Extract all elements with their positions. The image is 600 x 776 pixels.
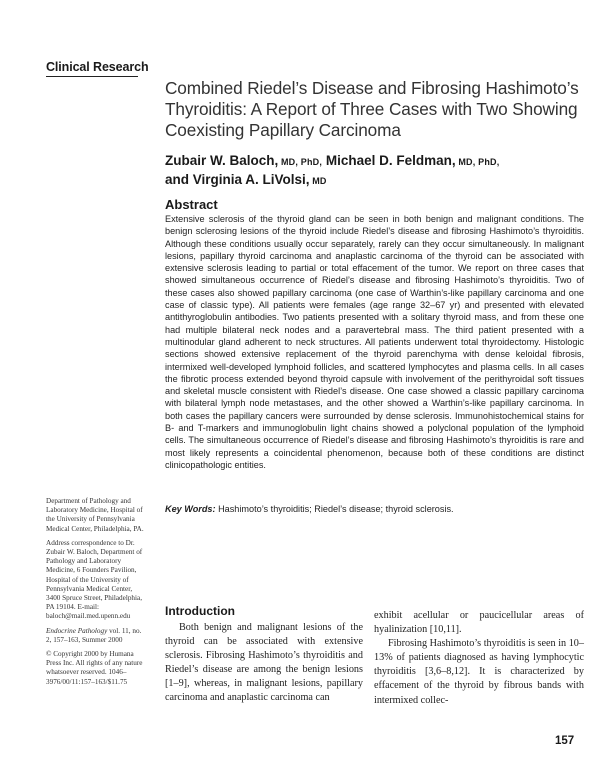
intro-column-1 bbox=[165, 621, 363, 706]
page-number: 157 bbox=[555, 735, 575, 747]
article-title: Combined Riedel’s Disease and Fibrosing Hashimoto’s Thyroiditis: A Report of Three Cases with Two Showing Coexisting Papillary Carcinoma bbox=[165, 78, 579, 140]
author-name: and Virginia A. LiVolsi, bbox=[165, 172, 310, 187]
abstract-text: Extensive sclerosis of the thyroid gland can be seen in both benign and malignant conditions. The benign sclerosing lesions of the thyroid include Riedel’s disease and fibrosing Hashimoto’s thyroiditis. Although these conditions usually occur separately, rarely can they occur simultaneously. In malignant lesions, papillary thyroid carcinoma and anaplastic carcinoma of the thyroid can be associated with extensive sclerosis leading to partial or total effacement of the tumor. We report on three cases that showed simultaneous occurrence of Riedel’s disease and fibrosing Hashimoto’s thyroiditis. Two of these cases also showed papillary carcinoma (one case of Warthin’s-like papillary carcinoma and one case of classic type). All patients were females (age range 32–67 yr) and presented with elevated antithyroglobulin antibodies. Two patients presented with a solitary thyroid mass, and from these one had multiple bilateral neck nodes and a paravertebral mass. The third patient presented with a multinodular gland adherent to neck structures. All patients underwent total thyroidectomy. Histologic sections showed extensive replacement of the thyroid parenchyma with dense keloidal fibrosis, intermixed well-developed lymphoid follicles, and scattered lymphocytes and plasma cells. In all cases the fibrotic process extended beyond thyroid capsule with involvement of the perithyroidal soft tissues and skeletal muscle consistent with Riedel’s disease. One case showed a classic papillary carcinoma with bilateral lymph node metastases, and the other showed a Warthin’s-like papillary carcinoma. In both cases the papillary cancers were surrounded by dense sclerosis. Immunohistochemical stains for B- and T-markers and immunoglobulin light chains showed a polyclonal population of the lymphoid cells. The simultaneous occurrence of Riedel’s disease and fibrosing Hashimoto’s thyroiditis is rare and most likely represents a coincidental phenomenon, because both of these conditions are distinct clinicopathologic entities. bbox=[165, 214, 584, 470]
abstract-heading: Abstract bbox=[165, 197, 218, 212]
author-list bbox=[165, 152, 585, 190]
keywords-label: Key Words: bbox=[165, 504, 216, 514]
copyright: © Copyright 2000 by Humana Press Inc. All rights of any nature whatsoever reserved. 1046–3976/00/11:157–163/$11.75 bbox=[46, 650, 143, 686]
intro-paragraph: Fibrosing Hashimoto’s thyroiditis is seen in 10–13% of patients diagnosed as having lymphocytic thyroiditis [3,6–8,12]. It is characterized by effacement of the thyroid by fibrous bands with intermixed collec- bbox=[374, 638, 584, 706]
journal-citation bbox=[46, 627, 144, 645]
intro-column-2 bbox=[374, 609, 584, 708]
intro-paragraph: Both benign and malignant lesions of the thyroid can be associated with extensive sclerosis. Fibrosing Hashimoto’s thyroiditis and Riedel’s disease are among the benign lesions [1–9], whereas, in malignant lesions, papillary carcinoma and anaplastic carcinoma can bbox=[165, 622, 363, 704]
section-label: Clinical Research bbox=[46, 60, 149, 74]
journal-name: Endocrine Pathology bbox=[46, 626, 108, 635]
author-name: Michael D. Feldman, bbox=[325, 153, 456, 168]
correspondence: Address correspondence to Dr. Zubair W. Baloch, Department of Pathology and Laboratory Medicine, 6 Founders Pavilion, Hospital of the University of Pennsylvania Medical Center, 3400 Spruce Street, Philadelphia, PA 19104. E-mail: baloch@mail.med.upenn.edu bbox=[46, 538, 143, 621]
introduction-heading: Introduction bbox=[165, 604, 235, 618]
author-degrees: MD, PhD, bbox=[278, 157, 323, 167]
author-name: Zubair W. Baloch, bbox=[165, 153, 279, 168]
affiliation: Department of Pathology and Laboratory Medicine, Hospital of the University of Pennsylvania Medical Center, Philadelphia, PA. bbox=[46, 497, 144, 533]
keywords bbox=[165, 503, 585, 515]
author-degrees: MD, PhD, bbox=[455, 157, 500, 167]
keywords-text: Hashimoto’s thyroiditis; Riedel’s disease; thyroid sclerosis. bbox=[215, 504, 454, 514]
journal-volume: vol. 11, no. 2, 157–163, Summer 2000 bbox=[46, 626, 142, 644]
intro-paragraph: exhibit acellular or paucicellular areas of hyalinization [10,11]. bbox=[374, 610, 584, 636]
article-sidebar bbox=[46, 497, 144, 692]
section-rule bbox=[46, 76, 138, 77]
author-degrees: MD bbox=[309, 176, 327, 186]
